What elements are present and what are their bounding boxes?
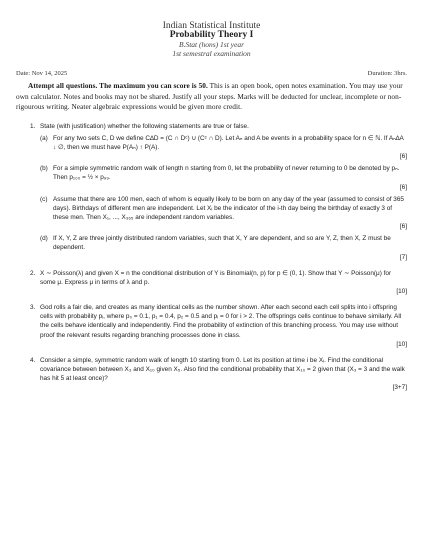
part-marks: [6]	[399, 153, 407, 161]
question-text: Consider a simple, symmetric random walk of length 10 starting from 0. Let its position at time i be Xᵢ. Find the conditional covariance between between X₃ and X₁₀ given X₅. Also find the conditional probability that X₁₀ = 2 given that (X₃ = 3 and the walk has hit 5 at least once)?	[40, 356, 405, 383]
date-duration-line	[16, 70, 407, 77]
question-text: X ∼ Poisson(λ) and given X = n the conditional distribution of Y is Binomial(n, p) for p ∈ (0, 1). Show that Y ∼ Poisson(μ) for some μ. Express μ in terms of λ and p.	[40, 269, 392, 286]
question-part	[40, 195, 407, 223]
exam-header	[16, 22, 407, 58]
question-marks: [10]	[396, 340, 407, 348]
instructions	[16, 81, 407, 113]
exam-date: Date: Nov 14, 2025	[16, 70, 68, 77]
part-label: (b)	[40, 165, 48, 173]
question-number: 3.	[30, 303, 36, 311]
institute-name: Indian Statistical Institute	[162, 21, 261, 31]
course-title: Probability Theory I	[169, 30, 254, 40]
question-1	[16, 122, 407, 262]
question-marks: [10]	[396, 287, 407, 295]
part-marks: [6]	[399, 183, 407, 191]
question-part	[40, 234, 407, 252]
question-3	[16, 303, 407, 340]
part-label: (a)	[40, 134, 48, 142]
question-text: God rolls a fair die, and creates as many identical cells as the number shown. After each second each cell splits into i offspring cells with probability pᵢ, where p₀ = 0.1, p₁ = 0.4, p₂ = 0.5 and pᵢ = 0 for i > 2. The offsprings cells continue to behave similarly. All the cells behave identically and independently. Find the probability of extinction of this branching process. You may use without proof the relevant results regarding branching processes done in class.	[40, 303, 402, 339]
question-part	[40, 134, 407, 152]
part-text: If X, Y, Z are three jointly distributed random variables, such that X, Y are dependent, and so are Y, Z, then X, Z must be dependent.	[53, 235, 391, 252]
part-marks: [7]	[399, 253, 407, 261]
exam-duration: Duration: 3hrs.	[367, 70, 407, 77]
part-label: (c)	[40, 195, 48, 203]
exam-page	[0, 22, 421, 550]
question-marks: [3+7]	[392, 384, 407, 392]
part-marks: [6]	[399, 223, 407, 231]
question-1-parts	[30, 134, 407, 262]
question-4	[16, 356, 407, 384]
question-number: 2.	[30, 269, 36, 277]
instructions-lead: Attempt all questions. The maximum you can score is 50.	[28, 81, 208, 90]
program-name: B.Stat (hons) 1st year	[179, 40, 244, 49]
question-number: 4.	[30, 356, 36, 364]
instructions-rest: This is an open book, open notes examination. You may use your own calculator. Notes and books may not be shared. Justify all your steps. Marks will be deducted for unclear, incomplete or non-rigourous writing. Neater algebraic expressions would be given more credit.	[16, 81, 403, 111]
question-number: 1.	[30, 122, 36, 130]
part-text: For any two sets C, D we define C∆D = (C ∩ Dᶜ) ∪ (Cᶜ ∩ D). Let Aₙ and A be events in a probability space for n ∈ ℕ. If Aₙ∆A ↓ ∅, then we must have P(Aₙ) ↑ P(A).	[53, 134, 404, 151]
part-text: For a simple symmetric random walk of length n starting from 0, let the probability of never returning to 0 be denoted by pₙ. Then p₁₀₀ = ½ × p₉₉.	[53, 165, 400, 182]
question-part	[40, 164, 407, 182]
question-stem: State (with justification) whether the following statements are true or false.	[40, 122, 249, 130]
part-label: (d)	[40, 235, 48, 243]
part-text: Assume that there are 100 men, each of whom is equally likely to be born on any day of the year (assumed to consist of 365 days). Birthdays of different men are independent. Let Xᵢ be the indicator of the i-th day being the birthday of exactly 3 of these men. Then X₁, ..., X₃₆₅ are independent random variables.	[53, 195, 404, 221]
exam-name: 1st semestral examination	[172, 49, 251, 58]
question-2	[16, 269, 407, 287]
